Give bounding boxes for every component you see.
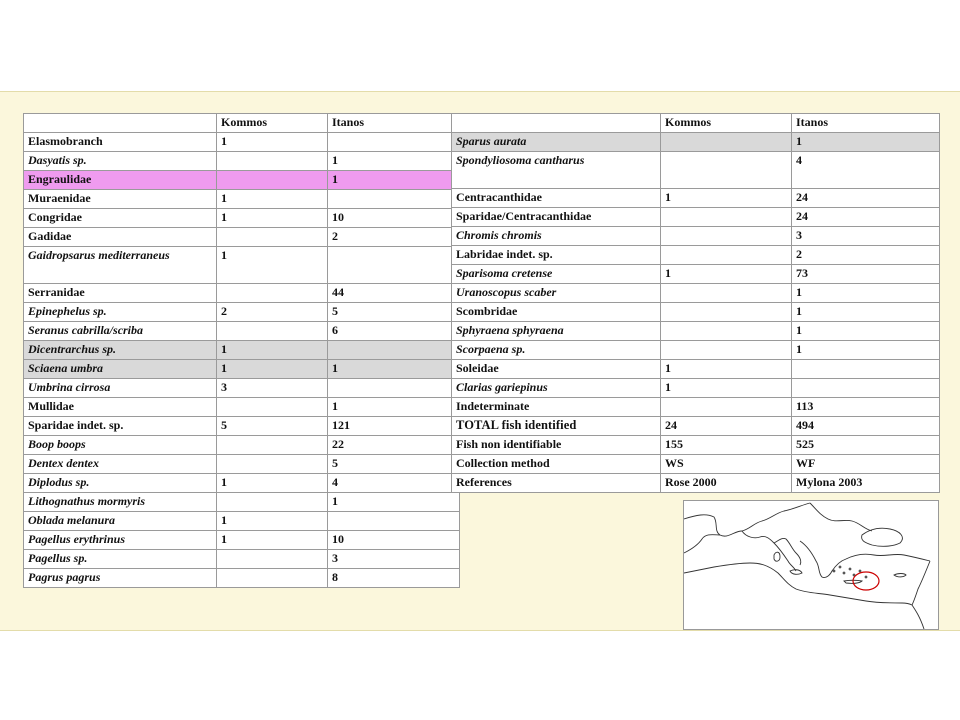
kommos-count-cell: 2 <box>217 303 328 322</box>
taxon-cell: Pagrus pagrus <box>24 569 217 588</box>
table-row <box>452 133 940 152</box>
column-header-kommos: Kommos <box>217 114 328 133</box>
kommos-count-cell <box>661 341 792 360</box>
kommos-count-cell <box>217 152 328 171</box>
itanos-count-cell: 73 <box>792 265 940 284</box>
table-row <box>452 284 940 303</box>
table-row <box>24 228 460 247</box>
taxon-cell: Dasyatis sp. <box>24 152 217 171</box>
table-row <box>452 303 940 322</box>
table-row <box>24 209 460 228</box>
kommos-count-cell: 1 <box>217 190 328 209</box>
taxon-cell: Pagellus sp. <box>24 550 217 569</box>
kommos-count-cell <box>661 152 792 189</box>
taxon-header-cell <box>452 114 661 133</box>
kommos-count-cell <box>217 455 328 474</box>
taxon-cell: Sciaena umbra <box>24 360 217 379</box>
table-row <box>452 379 940 398</box>
kommos-count-cell: 1 <box>217 247 328 284</box>
table-row <box>24 341 460 360</box>
table-row <box>24 360 460 379</box>
kommos-count-cell <box>661 133 792 152</box>
table-row <box>24 152 460 171</box>
kommos-count-cell <box>661 284 792 303</box>
taxon-cell: Soleidae <box>452 360 661 379</box>
itanos-count-cell: 5 <box>328 455 460 474</box>
itanos-count-cell: 1 <box>328 360 460 379</box>
taxon-cell: Engraulidae <box>24 171 217 190</box>
table-row <box>24 512 460 531</box>
itanos-count-cell: WF <box>792 455 940 474</box>
taxon-header-cell <box>24 114 217 133</box>
itanos-count-cell: 24 <box>792 208 940 227</box>
itanos-count-cell: 113 <box>792 398 940 417</box>
itanos-count-cell: 44 <box>328 284 460 303</box>
kommos-count-cell <box>217 322 328 341</box>
kommos-count-cell: 24 <box>661 417 792 436</box>
kommos-count-cell: 1 <box>217 133 328 152</box>
kommos-count-cell <box>661 398 792 417</box>
kommos-count-cell <box>661 246 792 265</box>
itanos-count-cell: 2 <box>792 246 940 265</box>
kommos-count-cell <box>661 303 792 322</box>
kommos-count-cell: 1 <box>217 209 328 228</box>
table-row <box>24 171 460 190</box>
taxon-cell: Sparus aurata <box>452 133 661 152</box>
itanos-count-cell: 2 <box>328 228 460 247</box>
taxon-cell: Chromis chromis <box>452 227 661 246</box>
itanos-count-cell: 1 <box>328 398 460 417</box>
table-row <box>24 455 460 474</box>
itanos-count-cell <box>328 133 460 152</box>
table-row <box>24 284 460 303</box>
itanos-count-cell: 24 <box>792 189 940 208</box>
taxon-cell: Sparidae indet. sp. <box>24 417 217 436</box>
itanos-count-cell: 1 <box>792 322 940 341</box>
table-row <box>24 303 460 322</box>
kommos-count-cell <box>217 228 328 247</box>
itanos-count-cell: 1 <box>328 171 460 190</box>
kommos-count-cell <box>217 569 328 588</box>
table-row <box>24 493 460 512</box>
taxon-cell: Mullidae <box>24 398 217 417</box>
table-row <box>452 189 940 208</box>
table-row <box>24 379 460 398</box>
itanos-count-cell: 10 <box>328 209 460 228</box>
table-row <box>24 247 460 284</box>
kommos-count-cell <box>217 493 328 512</box>
right-fish-table <box>451 113 940 493</box>
table-row <box>24 417 460 436</box>
taxon-cell: Seranus cabrilla/scriba <box>24 322 217 341</box>
itanos-count-cell <box>792 379 940 398</box>
column-header-itanos: Itanos <box>792 114 940 133</box>
table-row <box>24 531 460 550</box>
kommos-count-cell <box>217 284 328 303</box>
table-row <box>452 152 940 189</box>
taxon-cell: Muraenidae <box>24 190 217 209</box>
kommos-count-cell: 1 <box>217 531 328 550</box>
kommos-count-cell: 1 <box>661 360 792 379</box>
table-row <box>24 133 460 152</box>
taxon-cell: Indeterminate <box>452 398 661 417</box>
taxon-cell: Dicentrarchus sp. <box>24 341 217 360</box>
taxon-cell: Elasmobranch <box>24 133 217 152</box>
taxon-cell: Sphyraena sphyraena <box>452 322 661 341</box>
taxon-cell: Spondyliosoma cantharus <box>452 152 661 189</box>
kommos-count-cell: 1 <box>217 512 328 531</box>
kommos-count-cell: 1 <box>661 189 792 208</box>
left-fish-table <box>23 113 460 588</box>
table-row <box>452 227 940 246</box>
table-row <box>452 208 940 227</box>
taxon-cell: Gadidae <box>24 228 217 247</box>
taxon-cell: Sparidae/Centracanthidae <box>452 208 661 227</box>
kommos-count-cell <box>217 398 328 417</box>
itanos-count-cell: 1 <box>792 341 940 360</box>
itanos-count-cell <box>328 247 460 284</box>
table-row <box>452 398 940 417</box>
taxon-cell: Lithognathus mormyris <box>24 493 217 512</box>
kommos-count-cell <box>661 322 792 341</box>
taxon-cell: Collection method <box>452 455 661 474</box>
taxon-cell: Fish non identifiable <box>452 436 661 455</box>
taxon-cell: Serranidae <box>24 284 217 303</box>
kommos-count-cell: WS <box>661 455 792 474</box>
kommos-count-cell <box>661 227 792 246</box>
column-header-kommos: Kommos <box>661 114 792 133</box>
taxon-cell: Gaidropsarus mediterraneus <box>24 247 217 284</box>
itanos-count-cell: 10 <box>328 531 460 550</box>
itanos-count-cell: 3 <box>328 550 460 569</box>
itanos-count-cell: 22 <box>328 436 460 455</box>
taxon-cell: Boop boops <box>24 436 217 455</box>
table-row <box>24 474 460 493</box>
table-row <box>452 265 940 284</box>
itanos-count-cell <box>328 190 460 209</box>
table-row <box>452 360 940 379</box>
table-row <box>24 436 460 455</box>
itanos-count-cell: 1 <box>792 284 940 303</box>
itanos-count-cell: 5 <box>328 303 460 322</box>
taxon-cell: Dentex dentex <box>24 455 217 474</box>
right-header-row <box>452 114 940 133</box>
table-row <box>452 436 940 455</box>
itanos-count-cell: Mylona 2003 <box>792 474 940 493</box>
itanos-count-cell: 1 <box>792 303 940 322</box>
itanos-count-cell: 3 <box>792 227 940 246</box>
left-header-row <box>24 114 460 133</box>
taxon-cell: Diplodus sp. <box>24 474 217 493</box>
taxon-cell: Oblada melanura <box>24 512 217 531</box>
kommos-count-cell <box>217 171 328 190</box>
taxon-cell: References <box>452 474 661 493</box>
itanos-count-cell: 4 <box>792 152 940 189</box>
taxon-cell: TOTAL fish identified <box>452 417 661 436</box>
kommos-count-cell: 155 <box>661 436 792 455</box>
table-row <box>24 190 460 209</box>
table-row <box>452 474 940 493</box>
taxon-cell: Labridae indet. sp. <box>452 246 661 265</box>
itanos-count-cell: 121 <box>328 417 460 436</box>
itanos-count-cell: 8 <box>328 569 460 588</box>
column-header-itanos: Itanos <box>328 114 460 133</box>
table-row <box>452 322 940 341</box>
itanos-count-cell: 525 <box>792 436 940 455</box>
table-row <box>24 398 460 417</box>
table-row <box>452 417 940 436</box>
kommos-count-cell: 1 <box>217 341 328 360</box>
itanos-count-cell <box>328 512 460 531</box>
kommos-count-cell: 1 <box>217 360 328 379</box>
table-row <box>452 246 940 265</box>
itanos-count-cell: 1 <box>792 133 940 152</box>
crete-marker <box>853 572 879 590</box>
kommos-count-cell: 5 <box>217 417 328 436</box>
taxon-cell: Scombridae <box>452 303 661 322</box>
table-row <box>24 322 460 341</box>
table-row <box>452 455 940 474</box>
kommos-count-cell <box>217 436 328 455</box>
taxon-cell: Centracanthidae <box>452 189 661 208</box>
taxon-cell: Congridae <box>24 209 217 228</box>
kommos-count-cell <box>217 550 328 569</box>
taxon-cell: Umbrina cirrosa <box>24 379 217 398</box>
itanos-count-cell <box>792 360 940 379</box>
itanos-count-cell: 1 <box>328 152 460 171</box>
itanos-count-cell: 6 <box>328 322 460 341</box>
taxon-cell: Epinephelus sp. <box>24 303 217 322</box>
taxon-cell: Scorpaena sp. <box>452 341 661 360</box>
itanos-count-cell <box>328 341 460 360</box>
table-row <box>24 550 460 569</box>
taxon-cell: Uranoscopus scaber <box>452 284 661 303</box>
itanos-count-cell <box>328 379 460 398</box>
mediterranean-map-icon <box>683 500 939 630</box>
taxon-cell: Sparisoma cretense <box>452 265 661 284</box>
table-row <box>24 569 460 588</box>
kommos-count-cell: 1 <box>661 265 792 284</box>
taxon-cell: Pagellus erythrinus <box>24 531 217 550</box>
kommos-count-cell <box>661 208 792 227</box>
taxon-cell: Clarias gariepinus <box>452 379 661 398</box>
itanos-count-cell: 4 <box>328 474 460 493</box>
itanos-count-cell: 1 <box>328 493 460 512</box>
kommos-count-cell: 3 <box>217 379 328 398</box>
table-row <box>452 341 940 360</box>
kommos-count-cell: 1 <box>217 474 328 493</box>
kommos-count-cell: 1 <box>661 379 792 398</box>
kommos-count-cell: Rose 2000 <box>661 474 792 493</box>
itanos-count-cell: 494 <box>792 417 940 436</box>
